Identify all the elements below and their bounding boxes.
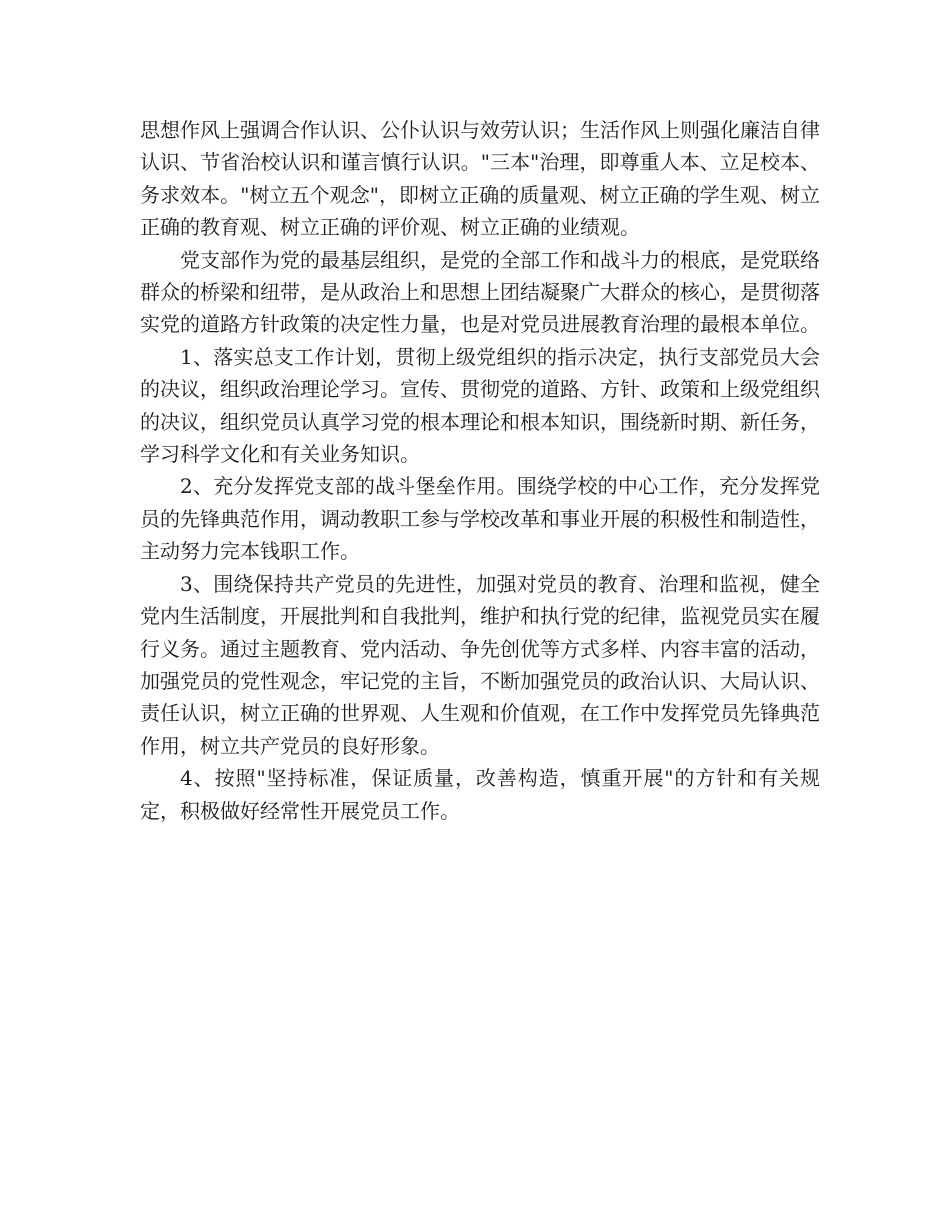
paragraph-item-4: 4、按照"坚持标准，保证质量，改善构造，慎重开展"的方针和有关规定，积极做好经常性开展党员工作。 [140, 766, 820, 823]
paragraph-item-2: 2、充分发挥党支部的战斗堡垒作用。围绕学校的中心工作，充分发挥党员的先锋典范作用，调动教职工参与学校改革和事业开展的积极性和制造性，主动努力完本钱职工作。 [140, 474, 820, 564]
paragraph-party-branch: 党支部作为党的最基层组织，是党的全部工作和战斗力的根底，是党联络群众的桥梁和纽带，是从政治上和思想上团结凝聚广大群众的核心，是贯彻落实党的道路方针政策的决定性力量，也是对党员进展教育治理的最根本单位。 [140, 247, 820, 337]
paragraph-item-1: 1、落实总支工作计划，贯彻上级党组织的指示决定，执行支部党员大会的决议，组织政治理论学习。宣传、贯彻党的道路、方针、政策和上级党组织的决议，组织党员认真学习党的根本理论和根本知识，围绕新时期、新任务，学习科学文化和有关业务知识。 [140, 344, 820, 467]
document-body [140, 114, 820, 827]
paragraph-item-3: 3、围绕保持共产党员的先进性，加强对党员的教育、治理和监视，健全党内生活制度，开展批判和自我批判，维护和执行党的纪律，监视党员实在履行义务。通过主题教育、党内活动、争先创优等方式多样、内容丰富的活动，加强党员的党性观念，牢记党的主旨，不断加强党员的政治认识、大局认识、责任认识，树立正确的世界观、人生观和价值观，在工作中发挥党员先锋典范作用，树立共产党员的良好形象。 [140, 571, 820, 758]
paragraph-continuation: 思想作风上强调合作认识、公仆认识与效劳认识；生活作风上则强化廉洁自律认识、节省治校认识和谨言慎行认识。"三本"治理，即尊重人本、立足校本、务求效本。"树立五个观念"，即树立正确的质量观、树立正确的学生观、树立正确的教育观、树立正确的评价观、树立正确的业绩观。 [140, 118, 820, 240]
